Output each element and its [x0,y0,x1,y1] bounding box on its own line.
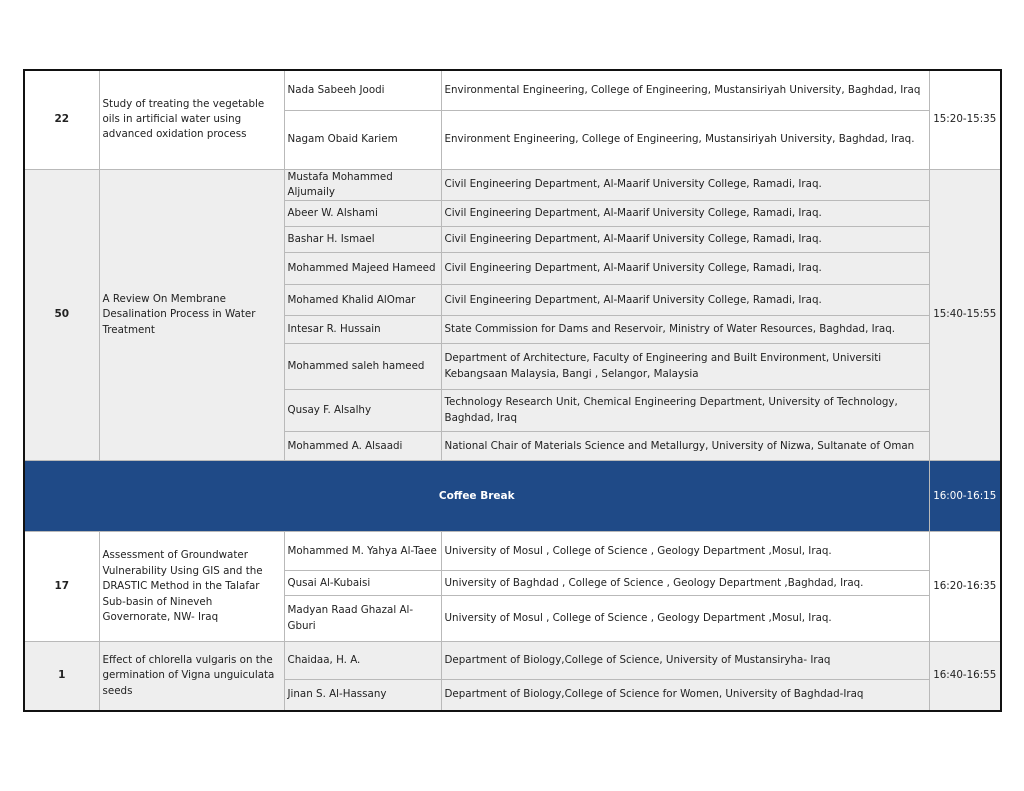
author-name: Madyan Raad Ghazal Al-Gburi [284,596,441,642]
author-name: Abeer W. Alshami [284,201,441,227]
author-name: Qusai Al-Kubaisi [284,571,441,596]
author-affiliation: University of Mosul , College of Science , Geology Department ,Mosul, Iraq. [441,596,929,642]
author-name: Nagam Obaid Kariem [284,110,441,169]
author-affiliation: Civil Engineering Department, Al-Maarif University College, Ramadi, Iraq. [441,169,929,201]
paper-title: Assessment of Groundwater Vulnerability Using GIS and the DRASTIC Method in the Talafar Sub-basin of Nineveh Governorate, NW- Iraq [99,532,284,642]
time-slot: 15:20-15:35 [929,70,1001,169]
table-row [24,642,1001,680]
author-affiliation: Environment Engineering, College of Engineering, Mustansiriyah University, Baghdad, Iraq. [441,110,929,169]
paper-title: Effect of chlorella vulgaris on the germination of Vigna unguiculata seeds [99,642,284,711]
paper-number: 22 [24,70,99,169]
schedule-table [23,69,1002,712]
coffee-break-time: 16:00-16:15 [929,461,1001,532]
time-slot: 16:20-16:35 [929,532,1001,642]
author-name: Mohammed M. Yahya Al-Taee [284,532,441,571]
table-row [24,70,1001,110]
author-affiliation: Civil Engineering Department, Al-Maarif University College, Ramadi, Iraq. [441,253,929,285]
time-slot: 15:40-15:55 [929,169,1001,461]
author-name: Qusay F. Alsalhy [284,390,441,432]
author-name: Mohammed Majeed Hameed [284,253,441,285]
table-row [24,532,1001,571]
paper-title: A Review On Membrane Desalination Process in Water Treatment [99,169,284,461]
author-name: Bashar H. Ismael [284,227,441,253]
author-affiliation: Civil Engineering Department, Al-Maarif University College, Ramadi, Iraq. [441,201,929,227]
author-affiliation: Department of Biology,College of Science, University of Mustansiryha- Iraq [441,642,929,680]
time-slot: 16:40-16:55 [929,642,1001,711]
author-affiliation: Civil Engineering Department, Al-Maarif University College, Ramadi, Iraq. [441,227,929,253]
table-row [24,169,1001,201]
author-affiliation: Department of Biology,College of Science for Women, University of Baghdad-Iraq [441,680,929,711]
author-name: Chaidaa, H. A. [284,642,441,680]
author-affiliation: Department of Architecture, Faculty of Engineering and Built Environment, Universiti Kebangsaan Malaysia, Bangi , Selangor, Malaysia [441,344,929,390]
coffee-break-row [24,461,1001,532]
paper-number: 17 [24,532,99,642]
author-affiliation: University of Baghdad , College of Science , Geology Department ,Baghdad, Iraq. [441,571,929,596]
author-name: Intesar R. Hussain [284,316,441,344]
author-name: Mohammed A. Alsaadi [284,432,441,461]
author-affiliation: University of Mosul , College of Science , Geology Department ,Mosul, Iraq. [441,532,929,571]
author-affiliation: Environmental Engineering, College of Engineering, Mustansiriyah University, Baghdad, Iraq [441,70,929,110]
author-affiliation: Civil Engineering Department, Al-Maarif University College, Ramadi, Iraq. [441,285,929,316]
coffee-break-label: Coffee Break [24,461,929,532]
author-affiliation: State Commission for Dams and Reservoir, Ministry of Water Resources, Baghdad, Iraq. [441,316,929,344]
author-name: Nada Sabeeh Joodi [284,70,441,110]
author-affiliation: National Chair of Materials Science and Metallurgy, University of Nizwa, Sultanate of Oman [441,432,929,461]
author-name: Jinan S. Al-Hassany [284,680,441,711]
author-affiliation: Technology Research Unit, Chemical Engineering Department, University of Technology, Baghdad, Iraq [441,390,929,432]
paper-title: Study of treating the vegetable oils in artificial water using advanced oxidation process [99,70,284,169]
paper-number: 50 [24,169,99,461]
paper-number: 1 [24,642,99,711]
author-name: Mohammed saleh hameed [284,344,441,390]
author-name: Mohamed Khalid AlOmar [284,285,441,316]
author-name: Mustafa Mohammed Aljumaily [284,169,441,201]
